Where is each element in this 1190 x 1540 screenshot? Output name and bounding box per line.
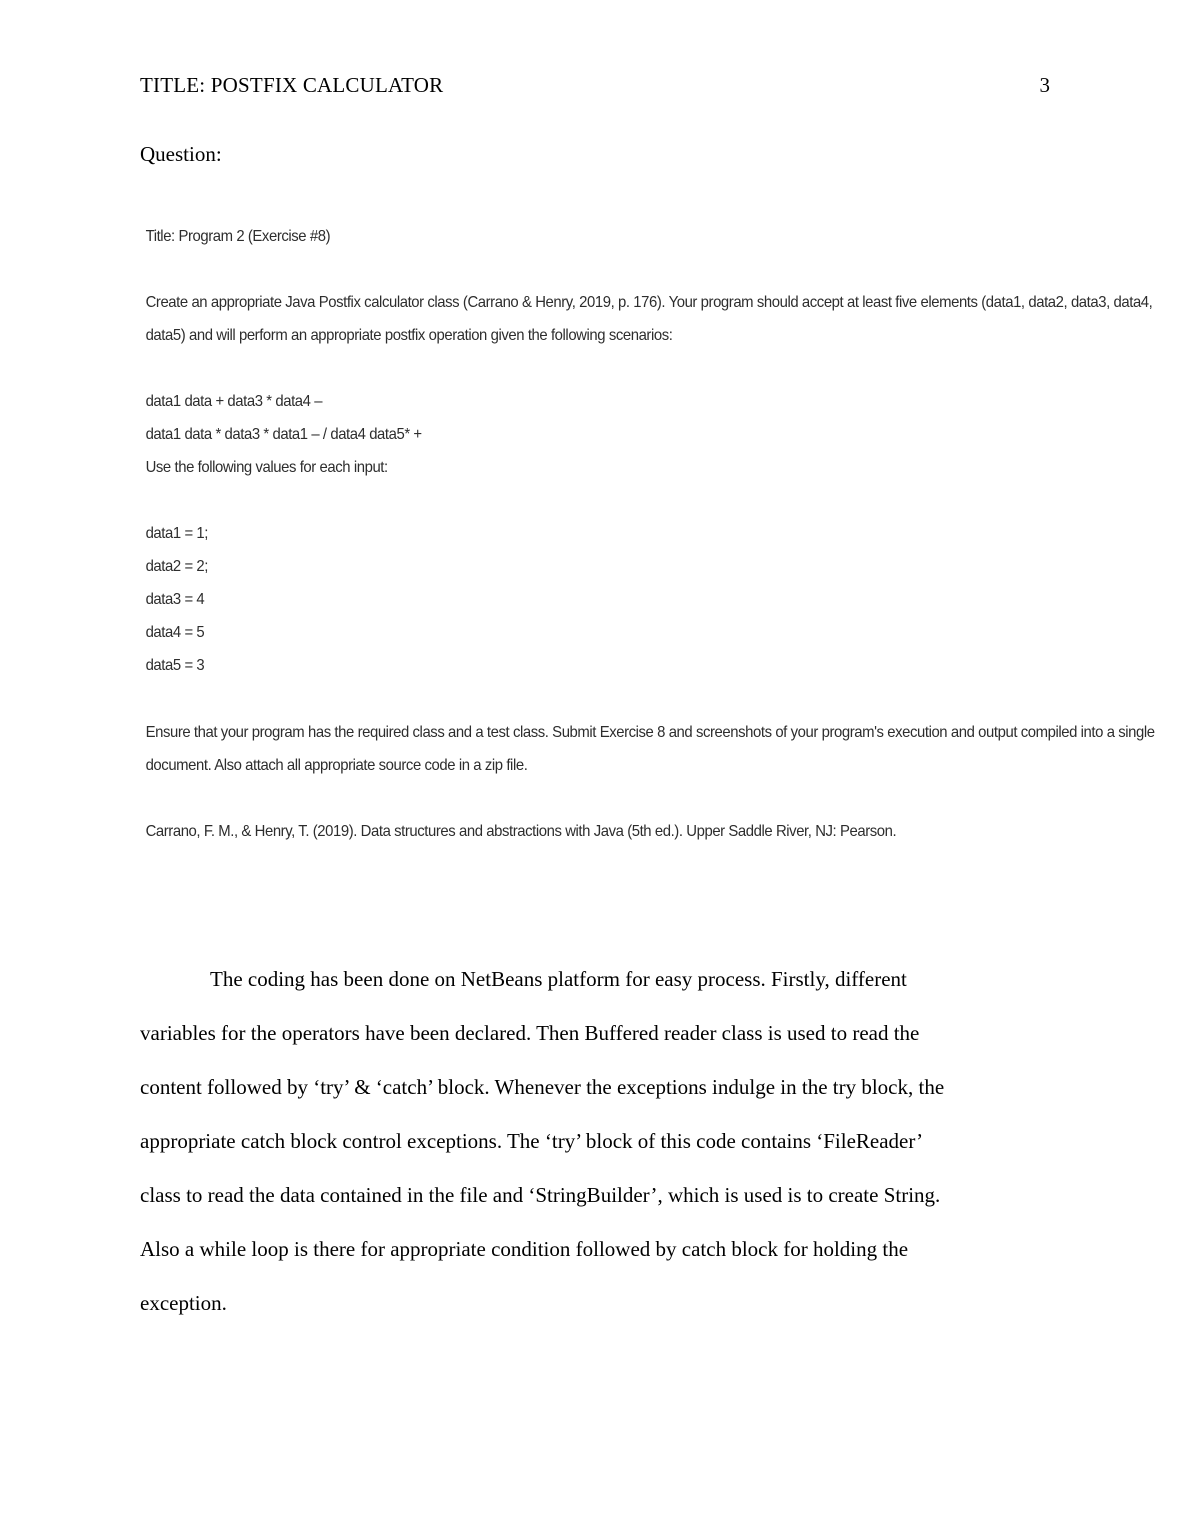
paragraph-line: The coding has been done on NetBeans platform for easy process. Firstly, different [210,967,907,991]
paragraph-line: content followed by ‘try’ & ‘catch’ block. Whenever the exceptions indulge in the try block, the [140,1075,945,1099]
values-intro: Use the following values for each input: [145,459,388,476]
value-data3: data3 = 4 [145,591,205,608]
paragraph-line: appropriate catch block control exceptions. The ‘try’ block of this code contains ‘FileReader’ [140,1129,924,1153]
page-number: 3 [1039,73,1050,97]
value-data1: data1 = 1; [145,525,209,542]
value-data5: data5 = 3 [145,657,205,674]
paragraph-line: variables for the operators have been declared. Then Buffered reader class is used to read the [140,1021,920,1045]
assignment-intro-line-1: Create an appropriate Java Postfix calculator class (Carrano & Henry, 2019, p. 176). Your program should accept at least five elements (data1, data2, data3, data4, [145,294,1153,311]
paragraph-line: Also a while loop is there for appropriate condition followed by catch block for holding the [140,1237,909,1261]
reference: Carrano, F. M., & Henry, T. (2019). Data structures and abstractions with Java (5th ed.). Upper Saddle River, NJ: Pearson. [145,823,897,840]
scenario-1: data1 data + data3 * data4 – [145,393,323,410]
value-data4: data4 = 5 [145,624,205,641]
paragraph-line: exception. [140,1291,227,1315]
assignment-intro-line-2: data5) and will perform an appropriate postfix operation given the following scenarios: [145,327,673,344]
paragraph-line: class to read the data contained in the file and ‘StringBuilder’, which is used is to create String. [140,1183,941,1207]
value-data2: data2 = 2; [145,558,209,575]
scenario-2: data1 data * data3 * data1 – / data4 data5* + [145,426,422,443]
ensure-line-2: document. Also attach all appropriate source code in a zip file. [145,757,528,774]
body-paragraph [140,952,1052,1330]
assignment-title: Title: Program 2 (Exercise #8) [145,228,331,245]
question-label: Question: [140,142,222,166]
assignment-screenshot [140,210,1155,860]
page-header [140,70,1050,100]
ensure-line-1: Ensure that your program has the required class and a test class. Submit Exercise 8 and screenshots of your program's execution and output compiled into a single [145,724,1155,741]
running-head: TITLE: POSTFIX CALCULATOR [140,73,444,97]
